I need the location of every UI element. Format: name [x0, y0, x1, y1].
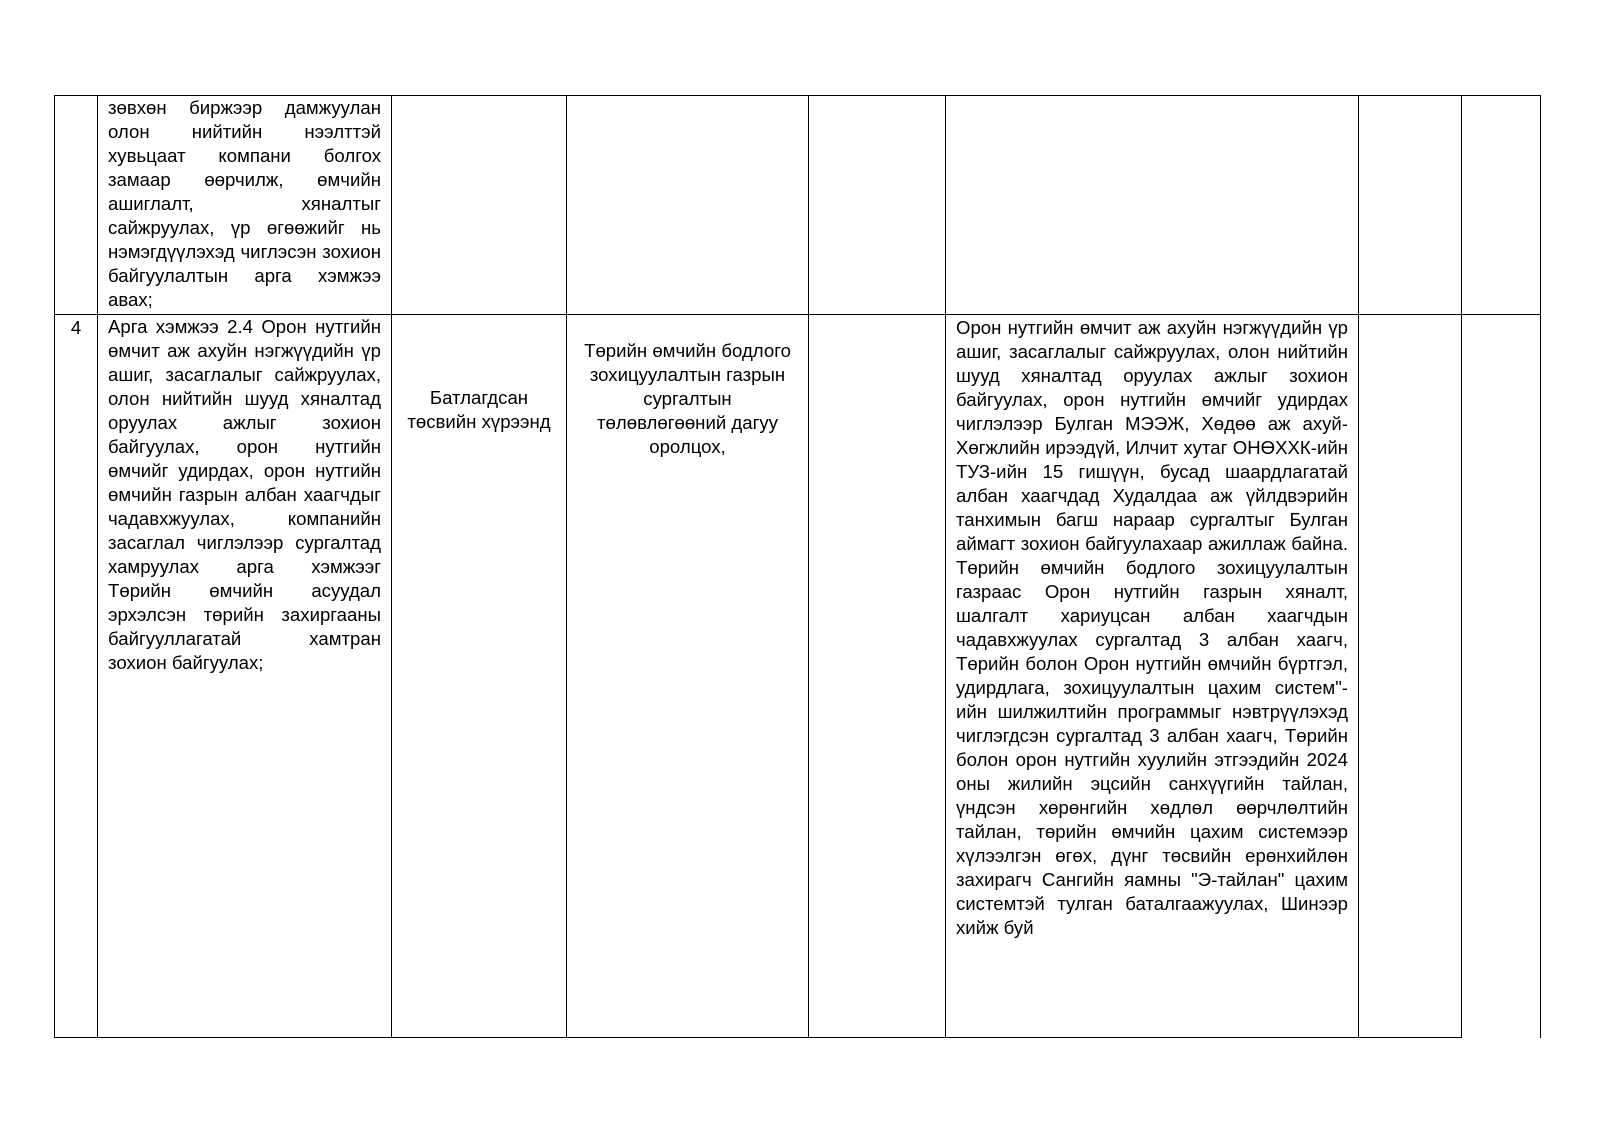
cell-extra-1 [1359, 315, 1462, 1038]
cell-organization [567, 315, 809, 1038]
table-row-continued [55, 96, 1541, 315]
cell-progress [946, 96, 1359, 315]
cell-extra-2 [1462, 315, 1541, 1038]
cell-progress [946, 315, 1359, 1038]
cell-extra-2 [1462, 96, 1541, 315]
cell-budget [392, 96, 567, 315]
cell-budget [392, 315, 567, 1038]
cell-number [55, 96, 98, 315]
budget-text: Батлагдсан төсвийн хүрээнд [407, 387, 551, 432]
cell-number [55, 315, 98, 1038]
cell-empty [809, 96, 946, 315]
progress-text: Орон нутгийн өмчит аж ахуйн нэгжүүдийн үр ашиг, засаглалыг сайжруулах, олон нийтийн шууд хяналтад оруулах ажлыг зохион байгуулах, орон нутгийн өмчийг удирдах чиглэлээр Булган МЭЭЖ, Хөдөө аж ахуй-Хөгжлийн ирээдүй, Илчит хутаг ОНӨХХК-ийн ТУЗ-ийн 15 гишүүн, бусад шаардлагатай албан хаагчдад Худалдаа аж үйлдвэрийн танхимын багш нараар сургалтыг Булган аймагт зохион байгуулахаар ажиллаж байна. Төрийн өмчийн бодлого зохицуулалтын газраас Орон нутгийн газрын хяналт, шалгалт хариуцсан албан хаагчдын чадавхжуулах сургалтад 3 албан хаагч, Төрийн болон Орон нутгийн өмчийн бүртгэл, удирдлага, зохицуулалтын цахим систем"-ийн шилжилтийн программыг нэвтрүүлэхэд чиглэгдсэн сургалтад 3 албан хаагч, Төрийн болон орон нутгийн хуулийн этгээдийн 2024 оны жилийн эцсийн санхүүгийн тайлан, үндсэн хөрөнгийн хөдлөл өөрчлөлтийн тайлан, төрийн өмчийн цахим системээр хүлээлгэн өгөх, дүнг төсвийн ерөнхийлөн захирагч Сангийн яамны "Э-тайлан" цахим системтэй тулган баталгаажуулах, Шинээр хийж буй [956, 317, 1348, 938]
cell-extra-1 [1359, 96, 1462, 315]
measure-text: Арга хэмжээ 2.4 Орон нутгийн өмчит аж ахуйн нэгжүүдийн үр ашиг, засаглалыг сайжруулах, олон нийтийн шууд хяналтад оруулах ажлыг зохион байгуулах, орон нутгийн өмчийг удирдах, орон нутгийн өмчийн газрын албан хаагчдыг чадавхжуулах, компанийн засаглал чиглэлээр сургалтад хамруулах арга хэмжээг Төрийн өмчийн асуудал эрхэлсэн төрийн захиргааны байгууллагатай хамтран зохион байгуулах; [108, 316, 381, 673]
table-row-4 [55, 315, 1541, 1038]
organization-text: Төрийн өмчийн бодлого зохицуулалтын газрын сургалтын төлөвлөгөөний дагуу оролцох, [584, 340, 791, 457]
cell-measure [98, 315, 392, 1038]
cell-measure [98, 96, 392, 315]
cell-organization [567, 96, 809, 315]
row-number: 4 [70, 317, 82, 338]
measure-text: зөвхөн биржээр дамжуулан олон нийтийн нээлттэй хувьцаат компани болгох замаар өөрчилж, өмчийн ашиглалт, хяналтыг сайжруулах, үр өгөөжийг нь нэмэгдүүлэхэд чиглэсэн зохион байгуулалтын арга хэмжээ авах; [108, 97, 381, 310]
action-plan-table [54, 95, 1541, 1038]
cell-empty [809, 315, 946, 1038]
